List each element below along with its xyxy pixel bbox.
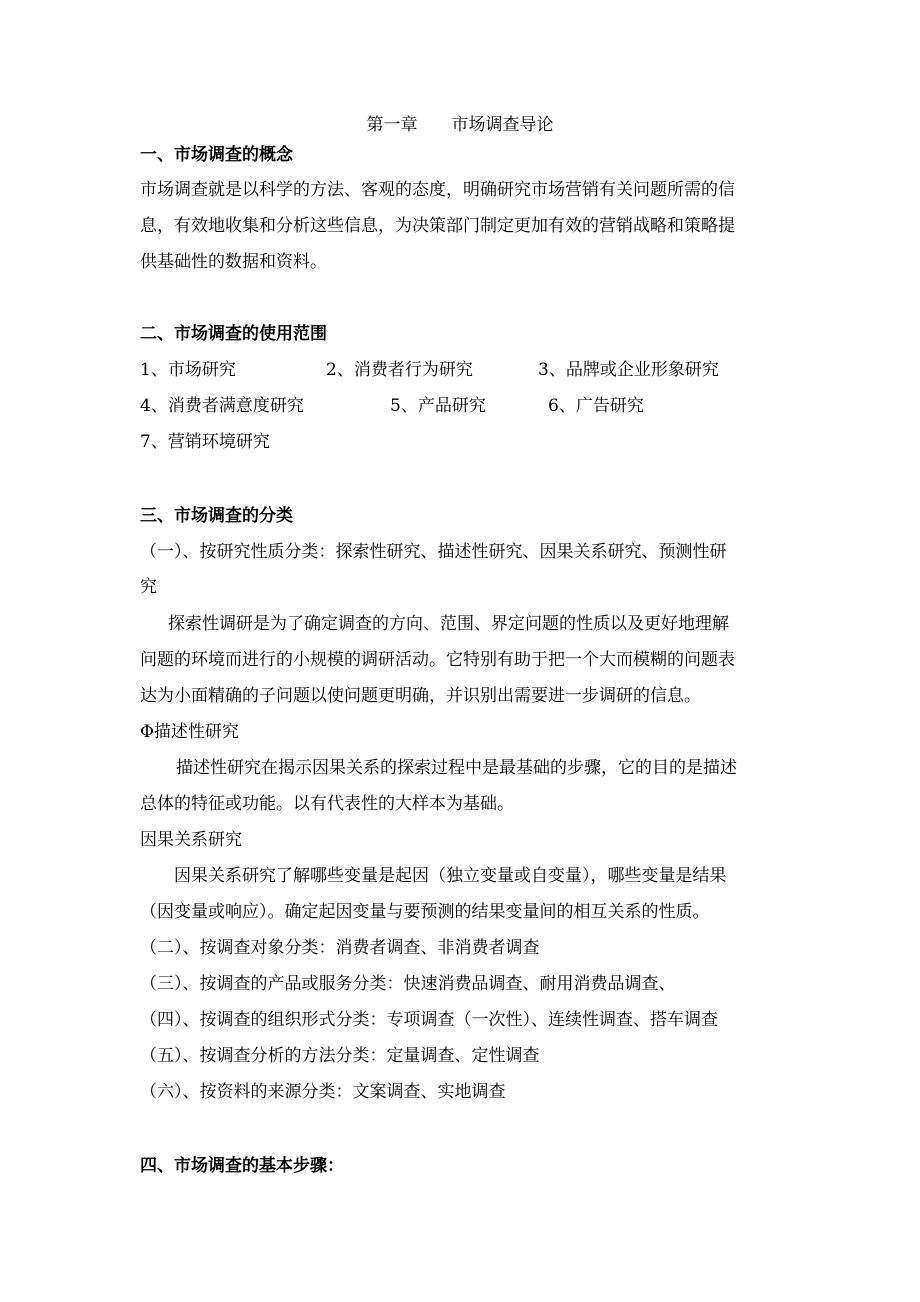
section-1-paragraph-line: 供基础性的数据和资料。 <box>140 252 327 272</box>
chapter-title: 第一章 市场调查导论 <box>366 115 554 135</box>
classification-line: （三）、按调查的产品或服务分类：快速消费品调查、耐用消费品调查、 <box>140 974 676 994</box>
causal-paragraph-line: （因变量或响应）。确定起因变量与要预测的结果变量间的相互关系的性质。 <box>140 902 710 922</box>
scope-item: 2、消费者行为研究 <box>326 360 473 380</box>
classification-line: （五）、按调查分析的方法分类：定量调查、定性调查 <box>140 1046 540 1066</box>
section-3-heading: 三、市场调查的分类 <box>140 506 293 526</box>
scope-item: 5、产品研究 <box>390 396 486 416</box>
exploratory-paragraph-line: 问题的环境而进行的小规模的调研活动。它特别有助于把一个大而模糊的问题表 <box>140 650 735 670</box>
descriptive-paragraph-line: 总体的特征或功能。以有代表性的大样本为基础。 <box>140 794 514 814</box>
classification-line: 究 <box>140 577 157 597</box>
causal-paragraph-line: 因果关系研究了解哪些变量是起因（独立变量或自变量），哪些变量是结果 <box>174 866 727 886</box>
classification-line: （六）、按资料的来源分类：文案调查、实地调查 <box>140 1082 506 1102</box>
scope-item: 3、品牌或企业形象研究 <box>538 360 719 380</box>
section-4-heading: 四、市场调查的基本步骤： <box>140 1156 344 1176</box>
section-2-heading: 二、市场调查的使用范围 <box>140 324 327 344</box>
scope-item: 1、市场研究 <box>140 360 236 380</box>
exploratory-paragraph-line: 达为小面精确的子问题以使问题更明确，并识别出需要进一步调研的信息。 <box>140 686 701 706</box>
section-1-paragraph-line: 息，有效地收集和分析这些信息，为决策部门制定更加有效的营销战略和策略提 <box>140 216 735 236</box>
descriptive-heading: Φ描述性研究 <box>140 722 239 742</box>
scope-item: 4、消费者满意度研究 <box>140 396 304 416</box>
classification-line: （四）、按调查的组织形式分类：专项调查（一次性）、连续性调查、搭车调查 <box>140 1010 718 1030</box>
descriptive-paragraph-line: 描述性研究在揭示因果关系的探索过程中是最基础的步骤，它的目的是描述 <box>176 758 737 778</box>
section-1-heading: 一、市场调查的概念 <box>140 145 293 165</box>
classification-line: （二）、按调查对象分类：消费者调查、非消费者调查 <box>140 938 540 958</box>
scope-item: 6、广告研究 <box>548 396 644 416</box>
classification-line: （一）、按研究性质分类：探索性研究、描述性研究、因果关系研究、预测性研 <box>140 542 727 562</box>
causal-heading: 因果关系研究 <box>140 830 242 850</box>
scope-item: 7、营销环境研究 <box>140 432 270 452</box>
exploratory-paragraph-line: 探索性调研是为了确定调查的方向、范围、界定问题的性质以及更好地理解 <box>168 614 729 634</box>
section-1-paragraph-line: 市场调查就是以科学的方法、客观的态度，明确研究市场营销有关问题所需的信 <box>140 180 735 200</box>
